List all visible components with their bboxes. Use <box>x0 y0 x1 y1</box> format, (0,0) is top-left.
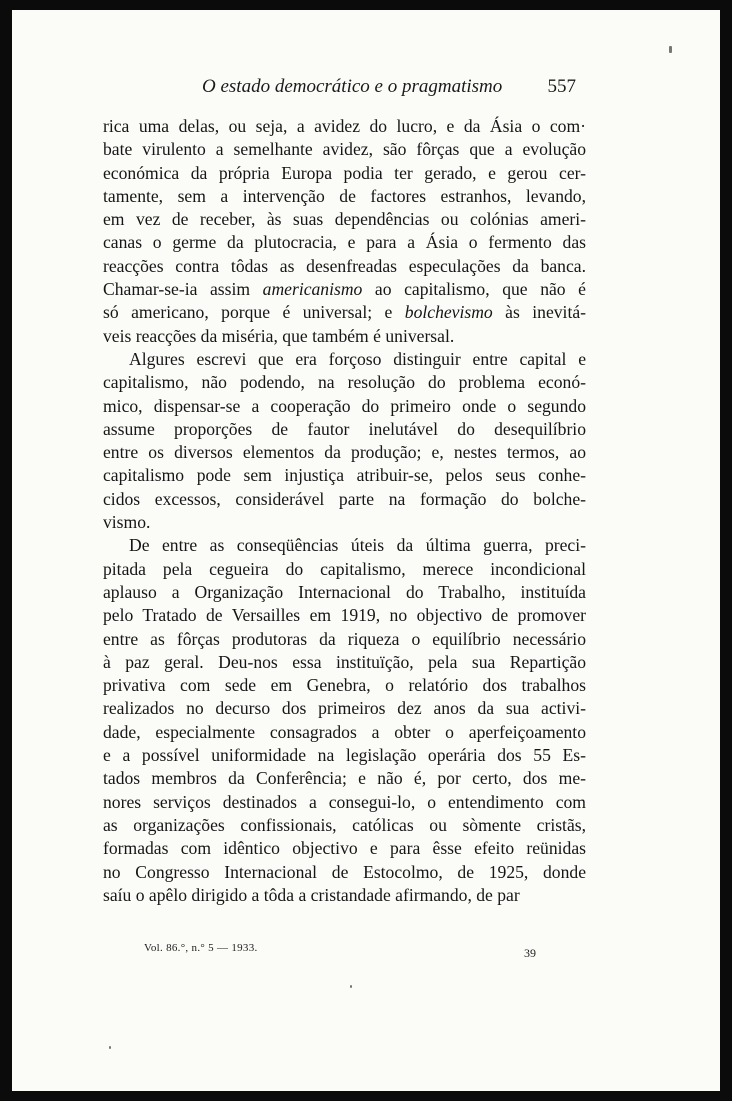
text-line: pitada pela cegueira do capitalismo, merece incondicional <box>103 558 586 579</box>
text-line: tamente, sem a intervenção de factores estranhos, levando, <box>103 185 586 206</box>
text-line: nores serviços destinados a consegui-lo, o entendimento com <box>103 791 586 812</box>
page-footer <box>144 942 544 962</box>
text-line: as organizações confissionais, católicas ou sòmente cristãs, <box>103 814 586 835</box>
text-line: só americano, porque é universal; e bolchevismo às inevitá- <box>103 302 586 323</box>
document-page <box>12 10 720 1091</box>
paragraph <box>103 348 586 534</box>
text-line: assume proporções de fautor inelutável do desequilíbrio <box>103 418 586 439</box>
text-line: e a possível uniformidade na legislação operária dos 55 Es- <box>103 745 586 766</box>
text-line: aplauso a Organização Internacional do Trabalho, instituída <box>103 581 586 602</box>
text-line: Chamar-se-ia assim americanismo ao capitalismo, que não é <box>103 279 586 300</box>
text-line: tados membros da Conferência; e não é, por certo, dos me- <box>103 768 586 789</box>
text-line: entre as fôrças produtoras da riqueza o equilíbrio necessário <box>103 628 586 649</box>
text-line: reacções contra tôdas as desenfreadas especulações da banca. <box>103 255 586 276</box>
text-line: mico, dispensar-se a cooperação do primeiro onde o segundo <box>103 395 586 416</box>
running-title: O estado democrático e o pragmatismo <box>202 76 503 97</box>
text-line: vismo. <box>103 512 151 533</box>
paragraph <box>103 115 586 348</box>
scan-speck <box>109 1046 111 1049</box>
text-line: veis reacções da miséria, que também é universal. <box>103 325 455 346</box>
text-line: económica da própria Europa podia ter gerado, e gerou cer- <box>103 162 586 183</box>
page-number: 557 <box>547 76 576 97</box>
text-line: capitalismo pode sem injustiça atribuir-se, pelos seus conhe- <box>103 465 586 486</box>
text-line: bate virulento a semelhante avidez, são fôrças que a evolução <box>103 139 586 160</box>
text-line: entre os diversos elementos da produção; e, nestes termos, ao <box>103 442 586 463</box>
text-line: privativa com sede em Genebra, o relatório dos trabalhos <box>103 675 586 696</box>
paragraph <box>103 534 586 907</box>
volume-line: Vol. 86.°, n.° 5 — 1933. <box>144 942 258 954</box>
text-line: capitalismo, não podendo, na resolução do problema econó- <box>103 372 586 393</box>
body-text <box>103 115 586 907</box>
text-line: De entre as conseqüências úteis da última guerra, preci- <box>129 535 586 556</box>
italic-term: bolchevismo <box>404 302 493 323</box>
text-line: pelo Tratado de Versailles em 1919, no objectivo de promover <box>103 605 586 626</box>
text-line: Algures escrevi que era forçoso distinguir entre capital e <box>129 348 586 369</box>
text-line: realizados no decurso dos primeiros dez anos da sua activi- <box>103 698 586 719</box>
italic-term: americanismo <box>262 279 363 300</box>
text-line: rica uma delas, ou seja, a avidez do lucro, e da Ásia o com· <box>103 116 586 136</box>
scan-speck <box>669 46 672 53</box>
text-line: no Congresso Internacional de Estocolmo, de 1925, donde <box>103 861 586 882</box>
text-line: formadas com idêntico objectivo e para êsse efeito reünidas <box>103 838 586 859</box>
text-line: saíu o apêlo dirigido a tôda a cristandade afirmando, de par <box>103 884 520 905</box>
scan-speck <box>350 985 352 988</box>
text-line: dade, especialmente consagrados a obter o aperfeiçoamento <box>103 721 586 742</box>
text-line: à paz geral. Deu-nos essa instituïção, pela sua Repartição <box>103 651 586 672</box>
signature-mark: 39 <box>524 946 536 960</box>
page-header <box>102 72 612 102</box>
text-line: em vez de receber, às suas dependências ou colónias ameri- <box>103 209 586 230</box>
text-line: cidos excessos, considerável parte na formação do bolche- <box>103 488 586 509</box>
text-line: canas o germe da plutocracia, e para a Ásia o fermento das <box>103 232 586 253</box>
